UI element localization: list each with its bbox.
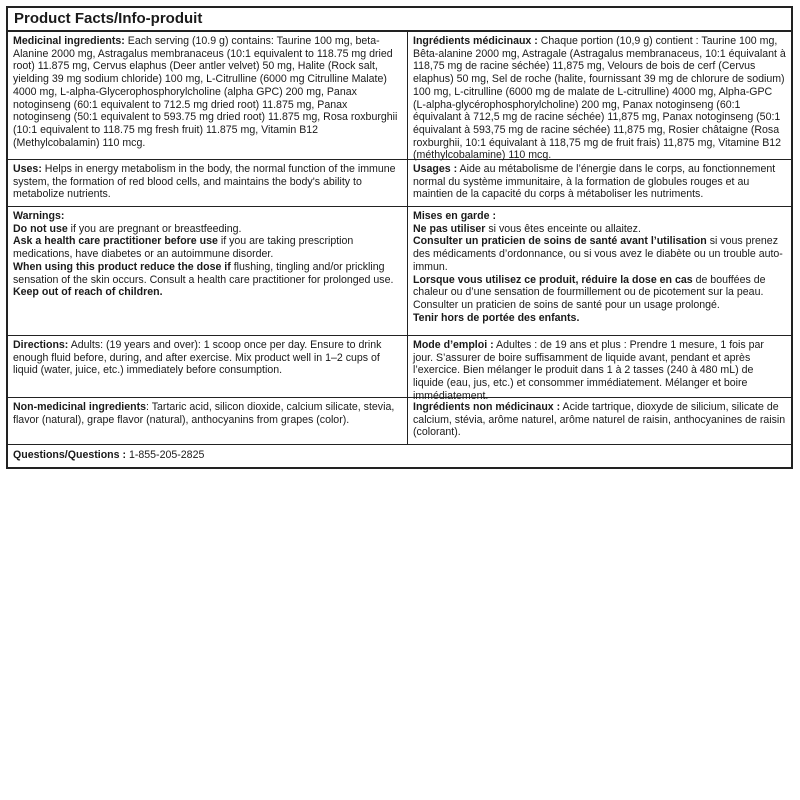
warnings-label-fr: Mises en garde : — [413, 210, 497, 222]
non-medicinal-text-en: : Tartaric acid, silicon dioxide, calcium silicate, stevia, flavor (natural), grape flavor (natural), anthocyanins from grapes (color). — [13, 401, 395, 426]
medicinal-label-fr: Ingrédients médicinaux : — [413, 35, 538, 47]
questions-phone: 1-855-205-2825 — [126, 449, 205, 461]
directions-label-fr: Mode d’emploi : — [413, 339, 494, 351]
uses-text-fr: Aide au métabolisme de l’énergie dans le corps, au fonctionnement normal du système immunitaire, à la formation de globules rouges et au maintien de la capacité du corps à métaboliser les nutriments. — [413, 163, 776, 201]
medicinal-text-en: Each serving (10.9 g) contains: Taurine 100 mg, beta-Alanine 2000 mg, Astragalus membranaceus (10:1 equivalent to 118.75 mg dried root) 11.875 mg, Cervus elaphus (Deer antler velvet) 50 mg, Halite (Rock salt, yielding 39 mg sodium chloride) 100 mg, L-Citrulline (6000 mg Citrulline Malate) 4000 mg, L-alpha-Glycerophosphorylcholine (alpha GPC) 200 mg, Panax notoginseng (60:1 equivalent to 712.5 mg dried root) 11.875 mg, Panax notoginseng (50:1 equivalent to 593.75 mg dried root) 11.875 mg, Rosa roxburghii (10:1 equivalent to 118.75 mg fresh fruit) 11.875 mg, Vitamin B12 (Methylcobalamin) 110 mcg. — [13, 35, 398, 149]
medicinal-text-fr: Chaque portion (10,9 g) contient : Taurine 100 mg, Bêta-alanine 2000 mg, Astragale (Astragalus membranaceus, 10:1 équivalant à 118,75 mg de racine séchée) 11,875 mg, Velours de bois de cerf (Cervus elaphus) 50 mg, Sel de roche (halite, fournissant 39 mg de chlorure de sodium) 100 mg, L-citrulline (6000 mg de malate de L-citrulline) 4000 mg, Alpha-GPC (L-alpha-glycérophosphorylcholine) 200 mg, Panax notoginseng (60:1 équivalant à 712,5 mg de racine séchée) 11,875 mg, Panax notoginseng (50:1 équivalant à 593,75 mg de racine séchée) 11,875 mg, Rosier châtaigne (Rosa roxburghii, 10:1 équivalant à 118,75 mg de fruit frais) 11,875 mg, Vitamine B12 (méthylcobalamine) 110 mcg. — [413, 35, 786, 162]
questions-label: Questions/Questions : — [13, 449, 127, 461]
warning-2-bold-en: Ask a health care practitioner before use — [13, 235, 218, 248]
directions-text-en: Adults: (19 years and over): 1 scoop once per day. Ensure to drink enough fluid before, during, and after exercise. Mix product well in 1–2 cups of liquid (water, juice, etc.) immediately before consumption. — [13, 339, 382, 377]
warning-1-bold-en: Do not use — [13, 222, 68, 235]
non-medicinal-text-fr: Acide tartrique, dioxyde de silicium, silicate de calcium, stévia, arôme naturel, arôme naturel de raisin, anthocyanines de raisin (colorant). — [413, 401, 786, 439]
uses-label-fr: Usages : — [413, 163, 458, 175]
non-medicinal-label-fr: Ingrédients non médicinaux : — [413, 401, 561, 413]
warning-2-bold-fr: Consulter un praticien de soins de santé avant l’utilisation — [413, 235, 707, 248]
directions-fr — [408, 336, 791, 402]
warning-3-text-fr: de bouffées de chaleur ou d’une sensation de fourmillement ou de picotement sur la peau. Consulter un praticien de soins de santé pour un usage prolongé. — [413, 273, 766, 311]
warning-1-text-fr: si vous êtes enceinte ou allaitez. — [485, 222, 641, 235]
warning-4-bold-fr: Tenir hors de portée des enfants. — [413, 311, 580, 324]
warning-3-bold-en: When using this product reduce the dose if — [13, 260, 231, 273]
uses-text-en: Helps in energy metabolism in the body, the normal function of the immune system, the formation of red blood cells, and maintains the body's ability to metabolize nutrients. — [13, 163, 396, 201]
warning-3-bold-fr: Lorsque vous utilisez ce produit, réduire la dose en cas — [413, 273, 693, 286]
non-medicinal-label-en: Non-medicinal ingredients — [13, 401, 147, 413]
directions-en — [8, 336, 408, 398]
medicinal-ingredients-fr — [408, 32, 791, 160]
facts-grid — [8, 32, 791, 445]
warning-2-text-en: if you are taking prescription medications, have diabetes or an autoimmune disorder. — [13, 235, 354, 261]
non-medicinal-fr — [408, 398, 791, 445]
warning-1-bold-fr: Ne pas utiliser — [413, 222, 486, 235]
product-facts-panel — [6, 6, 793, 469]
warning-3-text-en: flushing, tingling and/or prickling sensation of the skin occurs. Consult a health care practitioner for prolonged use. — [13, 260, 394, 286]
uses-en — [8, 160, 408, 207]
panel-title: Product Facts/Info-produit — [8, 8, 791, 32]
medicinal-label-en: Medicinal ingredients: — [13, 35, 125, 47]
directions-label-en: Directions: — [13, 339, 69, 351]
warnings-en — [8, 207, 408, 336]
warnings-label-en: Warnings: — [13, 210, 65, 222]
warnings-fr — [408, 207, 791, 336]
warning-1-text-en: if you are pregnant or breastfeeding. — [67, 222, 242, 235]
uses-fr — [408, 160, 791, 207]
medicinal-ingredients-en — [8, 32, 408, 160]
non-medicinal-en — [8, 398, 408, 445]
warning-4-bold-en: Keep out of reach of children. — [13, 286, 163, 299]
uses-label-en: Uses: — [13, 163, 42, 175]
directions-text-fr: Adultes : de 19 ans et plus : Prendre 1 mesure, 1 fois par jour. S’assurer de boire suffisamment de liquide avant, pendant et après l’exercice. Bien mélanger le produit dans 1 à 2 tasses (240 à 480 mL) de liquide (eau, jus, etc.) et consommer immédiatement. Mélanger et boire immédiatement. — [413, 339, 764, 402]
warning-2-text-fr: si vous prenez des médicaments d’ordonnance, ou si vous avez le diabète ou un trouble auto-immun. — [413, 235, 783, 273]
questions-row — [8, 445, 791, 467]
